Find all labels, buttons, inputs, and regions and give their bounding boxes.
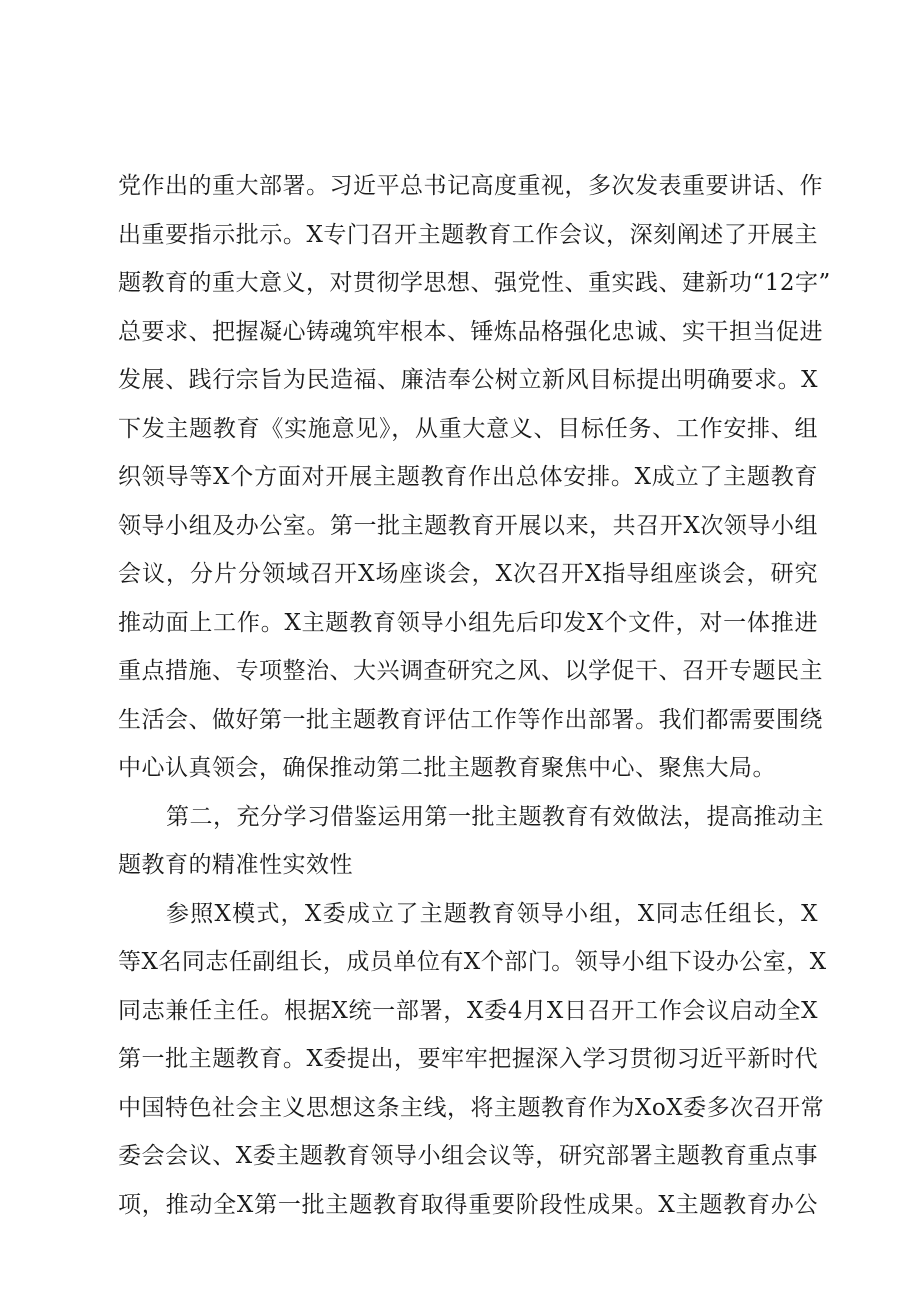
paragraph-1-line-4: 总要求、把握凝心铸魂筑牢根本、锤炼品格强化忠诚、实干担当促进	[118, 318, 823, 345]
paragraph-1-line-10: 推动面上工作。X主题教育领导小组先后印发X个文件，对一体推进	[118, 609, 818, 636]
paragraph-2-line-2: 题教育的精准性实效性	[118, 852, 353, 878]
paragraph-1-line-12: 生活会、做好第一批主题教育评估工作等作出部署。我们都需要围绕	[118, 706, 823, 733]
paragraph-1-line-2: 出重要指示批示。X专门召开主题教育工作会议，深刻阐述了开展主	[118, 221, 818, 248]
paragraph-1-line-7: 织领导等X个方面对开展主题教育作出总体安排。X成立了主题教育	[118, 464, 818, 490]
paragraph-2-line-1: 第二，充分学习借鉴运用第一批主题教育有效做法，提高推动主	[166, 803, 824, 830]
paragraph-1-line-13: 中心认真领会，确保推动第二批主题教育聚焦中心、聚焦大局。	[118, 755, 776, 781]
paragraph-3-line-7: 项，推动全X第一批主题教育取得重要阶段性成果。X主题教育办公	[118, 1191, 818, 1218]
paragraph-1-line-11: 重点措施、专项整治、大兴调查研究之风、以学促干、召开专题民主	[118, 658, 823, 684]
paragraph-1-line-5: 发展、践行宗旨为民造福、廉洁奉公树立新风目标提出明确要求。X	[118, 367, 818, 393]
paragraph-1-line-6: 下发主题教育《实施意见》，从重大意义、目标任务、工作安排、组	[118, 415, 818, 442]
paragraph-3-line-4: 第一批主题教育。X委提出，要牢牢把握深入学习贯彻习近平新时代	[118, 1046, 818, 1072]
paragraph-3-line-3: 同志兼任主任。根据X统一部署，X委4月X日召开工作会议启动全X	[118, 997, 818, 1024]
paragraph-3-line-5: 中国特色社会主义思想这条主线，将主题教育作为XoX委多次召开常	[118, 1094, 825, 1121]
paragraph-1-line-1: 党作出的重大部署。习近平总书记高度重视，多次发表重要讲话、作	[118, 173, 823, 199]
paragraph-1-line-8: 领导小组及办公室。第一批主题教育开展以来，共召开X次领导小组	[118, 512, 818, 539]
paragraph-3-line-6: 委会会议、X委主题教育领导小组会议等，研究部署主题教育重点事	[118, 1143, 818, 1169]
paragraph-1-line-9: 会议，分片分领域召开X场座谈会，X次召开X指导组座谈会，研究	[118, 561, 818, 587]
paragraph-3-line-1: 参照X模式，X委成立了主题教育领导小组，X同志任组长，X	[166, 900, 818, 927]
paragraph-3-line-2: 等X名同志任副组长，成员单位有X个部门。领导小组下设办公室，X	[118, 949, 827, 975]
paragraph-1-line-3: 题教育的重大意义，对贯彻学思想、强党性、重实践、建新功“12字”	[118, 270, 831, 296]
document-body	[118, 162, 831, 1229]
